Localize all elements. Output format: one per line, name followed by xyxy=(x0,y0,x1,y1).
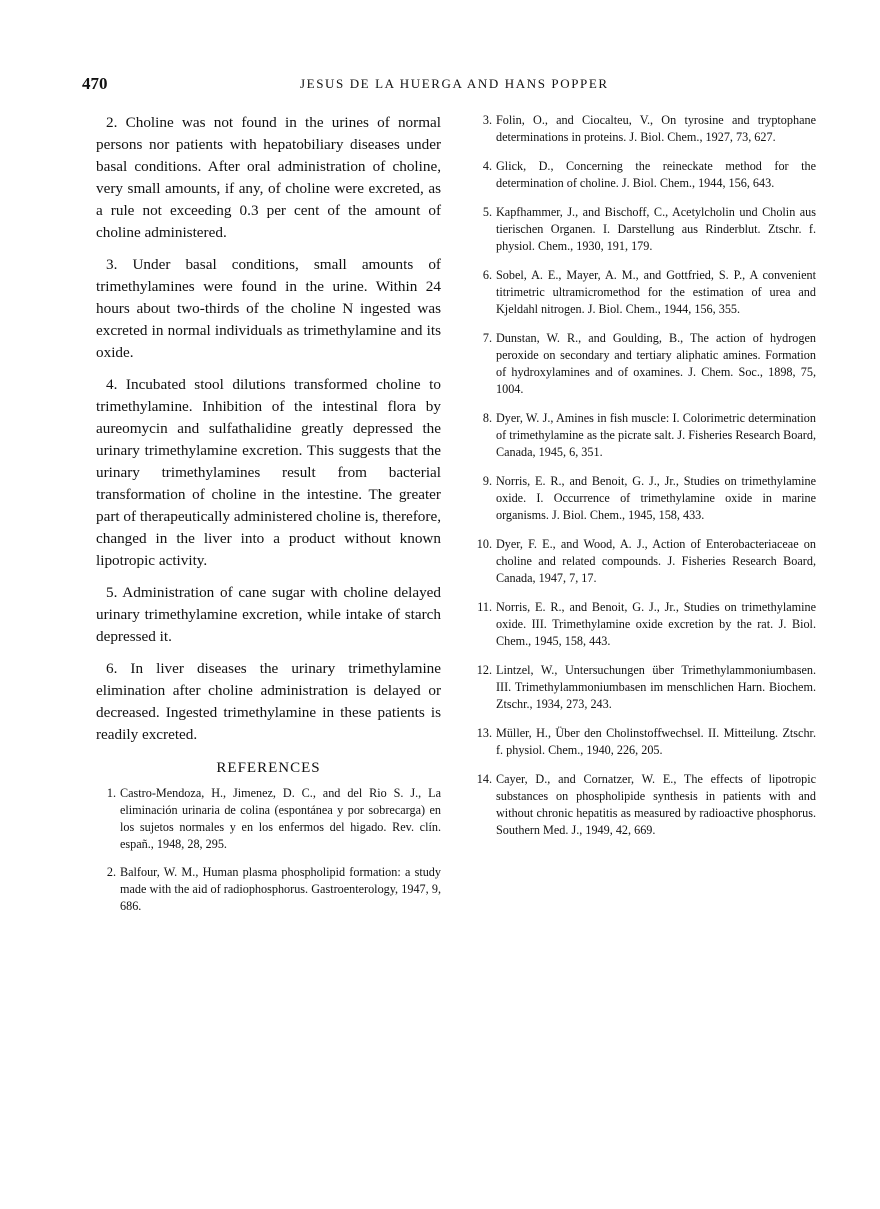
reference-item xyxy=(470,725,816,759)
reference-number: 2. xyxy=(106,865,116,879)
reference-number: 9. xyxy=(482,474,492,488)
reference-item xyxy=(470,158,816,192)
references-heading: REFERENCES xyxy=(216,760,321,776)
reference-number: 8. xyxy=(482,411,492,425)
reference-item xyxy=(470,473,816,524)
reference-number: 5. xyxy=(482,205,492,219)
reference-text: Lintzel, W., Untersuchungen über Trimethylammoniumbasen. III. Trimethylammoniumbasen im menschlichen Harn. Biochem. Ztschr., 1934, 273, 243. xyxy=(496,663,816,711)
summary-point: 5. Administration of cane sugar with choline delayed urinary trimethylamine excretion, while intake of starch depressed it. xyxy=(96,584,441,645)
reference-text: Norris, E. R., and Benoit, G. J., Jr., Studies on trimethylamine oxide. I. Occurrence of trimethylamine oxide in marine organisms. J. Biol. Chem., 1945, 158, 433. xyxy=(496,474,816,522)
left-column xyxy=(96,112,441,926)
reference-item xyxy=(470,536,816,587)
reference-text: Cayer, D., and Cornatzer, W. E., The effects of lipotropic substances on phospholipide synthesis in patients with and without chronic hepatitis as measured by radioactive phosphorus. Southern Med. J., 1949, 42, 669. xyxy=(496,772,816,837)
reference-number: 3. xyxy=(482,113,492,127)
reference-number: 4. xyxy=(482,159,492,173)
summary-point: 3. Under basal conditions, small amounts of trimethylamines were found in the urine. Within 24 hours about two-thirds of the choline N ingested was excreted in normal individuals as trimethylamine and its oxide. xyxy=(96,256,441,361)
reference-number: 13. xyxy=(476,726,492,740)
right-column xyxy=(470,112,816,851)
reference-text: Dyer, W. J., Amines in fish muscle: I. Colorimetric determination of trimethylamine as the picrate salt. J. Fisheries Research Board, Canada, 1945, 6, 351. xyxy=(496,411,816,459)
reference-text: Castro-Mendoza, H., Jimenez, D. C., and del Rio S. J., La eliminación urinaria de colina (espontánea y por sobrecarga) en los sujetos normales y en los enfermos del higado. Rev. clín. españ., 1948, 28, 295. xyxy=(120,786,441,851)
reference-item xyxy=(96,864,441,915)
running-head: JESUS DE LA HUERGA AND HANS POPPER xyxy=(300,76,609,91)
summary-point: 4. Incubated stool dilutions transformed choline to trimethylamine. Inhibition of the intestinal flora by aureomycin and sulfathalidine greatly depressed the urinary trimethylamine excretion. This suggests that the urinary trimethylamines result from bacterial transformation of choline in the intestine. The greater part of therapeutically administered choline is, therefore, changed in the liver into a product without known lipotropic activity. xyxy=(96,376,441,569)
reference-item xyxy=(470,330,816,398)
reference-text: Kapfhammer, J., and Bischoff, C., Acetylcholin und Cholin aus tierischen Organen. I. Darstellung aus Rinderblut. Ztschr. f. physiol. Chem., 1930, 191, 179. xyxy=(496,205,816,253)
reference-number: 7. xyxy=(482,331,492,345)
reference-number: 10. xyxy=(476,537,492,551)
reference-text: Müller, H., Über den Cholinstoffwechsel. II. Mitteilung. Ztschr. f. physiol. Chem., 1940, 226, 205. xyxy=(496,726,816,757)
reference-number: 14. xyxy=(476,772,492,786)
reference-text: Glick, D., Concerning the reineckate method for the determination of choline. J. Biol. Chem., 1944, 156, 643. xyxy=(496,159,816,190)
reference-item xyxy=(470,204,816,255)
reference-item xyxy=(470,771,816,839)
reference-text: Dunstan, W. R., and Goulding, B., The action of hydrogen peroxide on secondary and tertiary aliphatic amines. Formation of hydroxylamines and of oxamines. J. Chem. Soc., 1898, 75, 1004. xyxy=(496,331,816,396)
reference-item xyxy=(470,662,816,713)
reference-text: Norris, E. R., and Benoit, G. J., Jr., Studies on trimethylamine oxide. III. Trimethylamine oxide excretion by the rat. J. Biol. Chem., 1945, 158, 443. xyxy=(496,600,816,648)
reference-text: Balfour, W. M., Human plasma phospholipid formation: a study made with the aid of radiophosphorus. Gastroenterology, 1947, 9, 686. xyxy=(120,865,441,913)
reference-text: Sobel, A. E., Mayer, A. M., and Gottfried, S. P., A convenient titrimetric ultramicromethod for the estimation of urea and Kjeldahl nitrogen. J. Biol. Chem., 1944, 156, 355. xyxy=(496,268,816,316)
summary-point: 6. In liver diseases the urinary trimethylamine elimination after choline administration is delayed or decreased. Ingested trimethylamine in these patients is readily excreted. xyxy=(96,660,441,743)
page-number: 470 xyxy=(82,74,108,93)
reference-item xyxy=(470,267,816,318)
summary-point: 2. Choline was not found in the urines of normal persons nor patients with hepatobiliary diseases under basal conditions. After oral administration of choline, very small amounts, if any, of choline were excreted, as a rule not exceeding 0.3 per cent of the amount of choline administered. xyxy=(96,114,441,241)
reference-number: 11. xyxy=(477,600,492,614)
page-header xyxy=(0,74,880,104)
reference-item xyxy=(470,112,816,146)
reference-item xyxy=(470,410,816,461)
reference-number: 6. xyxy=(482,268,492,282)
reference-text: Folin, O., and Ciocalteu, V., On tyrosine and tryptophane determinations in proteins. J. Biol. Chem., 1927, 73, 627. xyxy=(496,113,816,144)
reference-text: Dyer, F. E., and Wood, A. J., Action of Enterobacteriaceae on choline and related compounds. J. Fisheries Research Board, Canada, 1947, 7, 17. xyxy=(496,537,816,585)
reference-item xyxy=(96,785,441,853)
reference-item xyxy=(470,599,816,650)
reference-number: 1. xyxy=(106,786,116,800)
reference-number: 12. xyxy=(476,663,492,677)
